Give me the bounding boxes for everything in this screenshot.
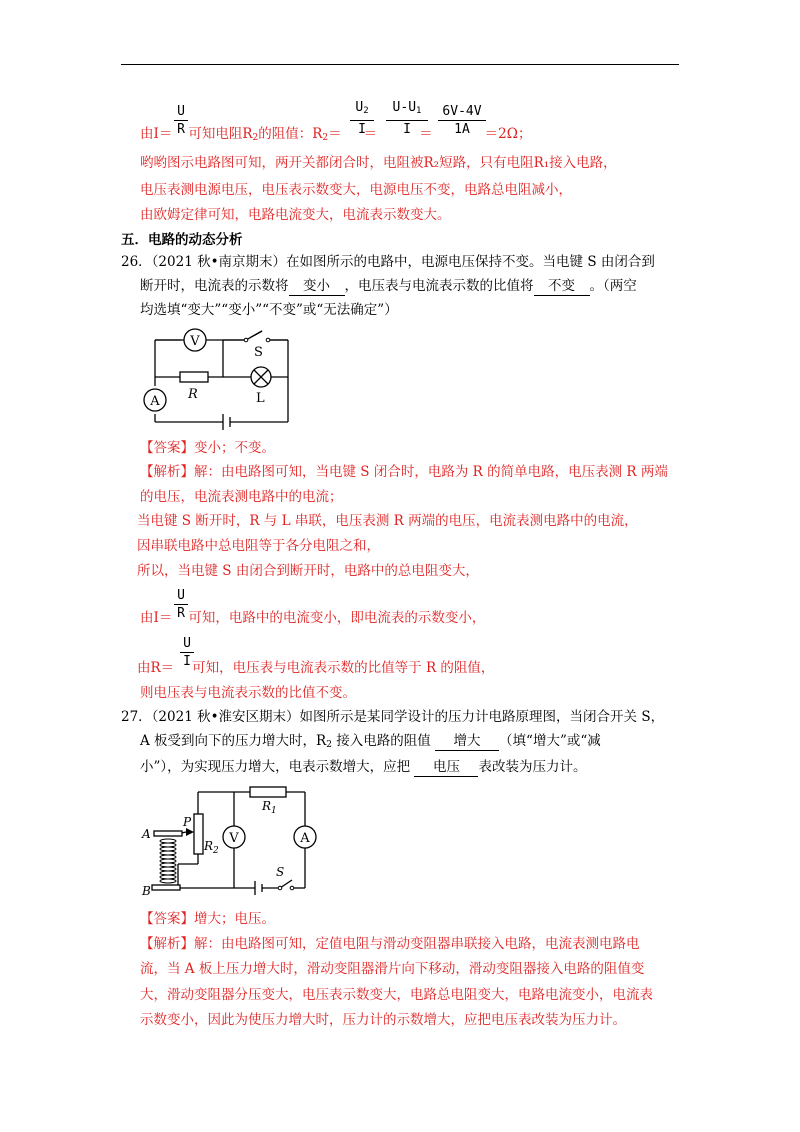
q26-analysis-4: 因串联电路中总电阻等于各分电阻之和， [137, 538, 380, 554]
q26-analysis-5: 所以，当电键 S 由闭合到断开时，电路中的总电阻变大， [137, 563, 479, 579]
q26-analysis-last: 则电压表与电流表示数的比值不变。 [140, 685, 356, 701]
q26-label-s: S [254, 345, 263, 360]
q27-line-3: 小”），为实现压力增大，电表示数增大，应把 电压 表改装为压力计。 [140, 759, 587, 775]
q27-analysis-1: 【解析】解：由电路图可知，定值电阻与滑动变阻器串联接入电路，电流表测电路电 [140, 936, 640, 952]
q26-line-3: 均选填“变大”“变小”“不变”或“无法确定”） [140, 302, 398, 318]
q27-label-r2: $R_2$ [204, 839, 219, 856]
section-title: 五．电路的动态分析 [121, 232, 243, 248]
q26-answer: 【答案】变小；不变。 [140, 440, 275, 456]
q27-analysis-3: 大，滑动变阻器分压变大，电压表示数变大，电路总电阻变大，电路电流变小，电流表 [140, 987, 653, 1003]
q26-formula-1: 由I＝ 可知，电路中的电流变小，即电流表的示数变小， [140, 610, 486, 626]
q26-line-1: 26．（2021 秋•南京期末）在如图所示的电路中，电源电压保持不变。当电键 S 由闭合到 [121, 254, 655, 270]
q27-label-s: S [276, 865, 285, 879]
q27-answer: 【答案】增大；电压。 [140, 911, 275, 927]
prev-analysis-line-1: 哟哟图示电路图可知，两开关都闭合时，电阻被R₂短路，只有电阻R₁接入电路， [140, 155, 617, 171]
q26-label-l: L [256, 391, 265, 406]
q27-plate-b [152, 885, 180, 890]
fraction-values: 6V-4V 1A [438, 104, 486, 137]
fraction-u2-over-i: $U_2$ I [350, 100, 374, 137]
q27-label-b: B [142, 884, 151, 898]
fraction-u-minus-u1-over-i: $U-U_1$ I [386, 100, 428, 137]
q26-line-2: 断开时，电流表的示数将 变小 ，电压表与电流表示数的比值将 不变 。（两空 [140, 278, 637, 294]
q27-r2-resistor [194, 814, 203, 854]
q27-r1-resistor [250, 787, 286, 797]
q26-label-r: R [188, 387, 198, 402]
prev-analysis-line-2: 电压表测电源电压，电压表示数变大，电源电压不变，电路总电阻减小， [140, 182, 572, 198]
q26-fraction-u-over-i: U I [180, 636, 194, 669]
q27-circuit-diagram [140, 784, 330, 904]
formula-line-r2: 由I＝ 可知电阻$R_2$的阻值：$R_2=$ ＝ ＝ ＝2Ω； [140, 126, 532, 143]
q26-fraction-u-over-r: U R [174, 588, 188, 621]
header-rule [121, 64, 679, 65]
q27-line-1: 27．（2021 秋•淮安区期末）如图所示是某同学设计的压力计电路原理图，当闭合开关 S， [121, 709, 665, 725]
q26-blank-2: 不变 [534, 278, 590, 296]
prev-analysis-line-3: 由欧姆定律可知，电路电流变大，电流表示数变大。 [140, 207, 451, 223]
q26-analysis-1: 【解析】解：由电路图可知，当电键 S 闭合时，电路为 R 的简单电路，电压表测 R 两端 [140, 464, 668, 480]
q27-spring [160, 839, 176, 883]
q26-label-a: A [150, 394, 160, 409]
q26-circuit-diagram [138, 326, 298, 426]
fraction-u-over-r: U R [174, 104, 188, 137]
q26-blank-1: 变小 [289, 278, 345, 296]
q27-analysis-4: 示数变小，因此为使压力增大时，压力计的示数增大，应把电压表改装为压力计。 [140, 1012, 626, 1028]
q26-analysis-2: 的电压，电流表测电路中的电流； [140, 489, 343, 505]
q27-line-2: A 板受到向下的压力增大时，$R_2$ 接入电路的阻值 增大 （填“增大”或“减 [140, 733, 601, 750]
q27-plate-a [154, 831, 182, 836]
q26-formula-2: 由R＝ 可知，电压表与电流表示数的比值等于 R 的阻值， [137, 660, 495, 676]
q27-label-a: A [142, 827, 151, 841]
q27-label-v: V [229, 831, 239, 846]
q27-label-p: P [183, 815, 192, 829]
q26-label-v: V [190, 334, 200, 349]
q27-label-am: A [300, 831, 310, 846]
q27-blank-2: 电压 [414, 759, 478, 777]
q27-label-r1: $R_1$ [262, 799, 277, 816]
q27-blank-1: 增大 [435, 733, 499, 751]
q26-analysis-3: 当电键 S 断开时，R 与 L 串联，电压表测 R 两端的电压，电流表测电路中的电流， [137, 513, 638, 529]
q27-analysis-2: 流，当 A 板上压力增大时，滑动变阻器滑片向下移动，滑动变阻器接入电路的阻值变 [140, 961, 645, 977]
